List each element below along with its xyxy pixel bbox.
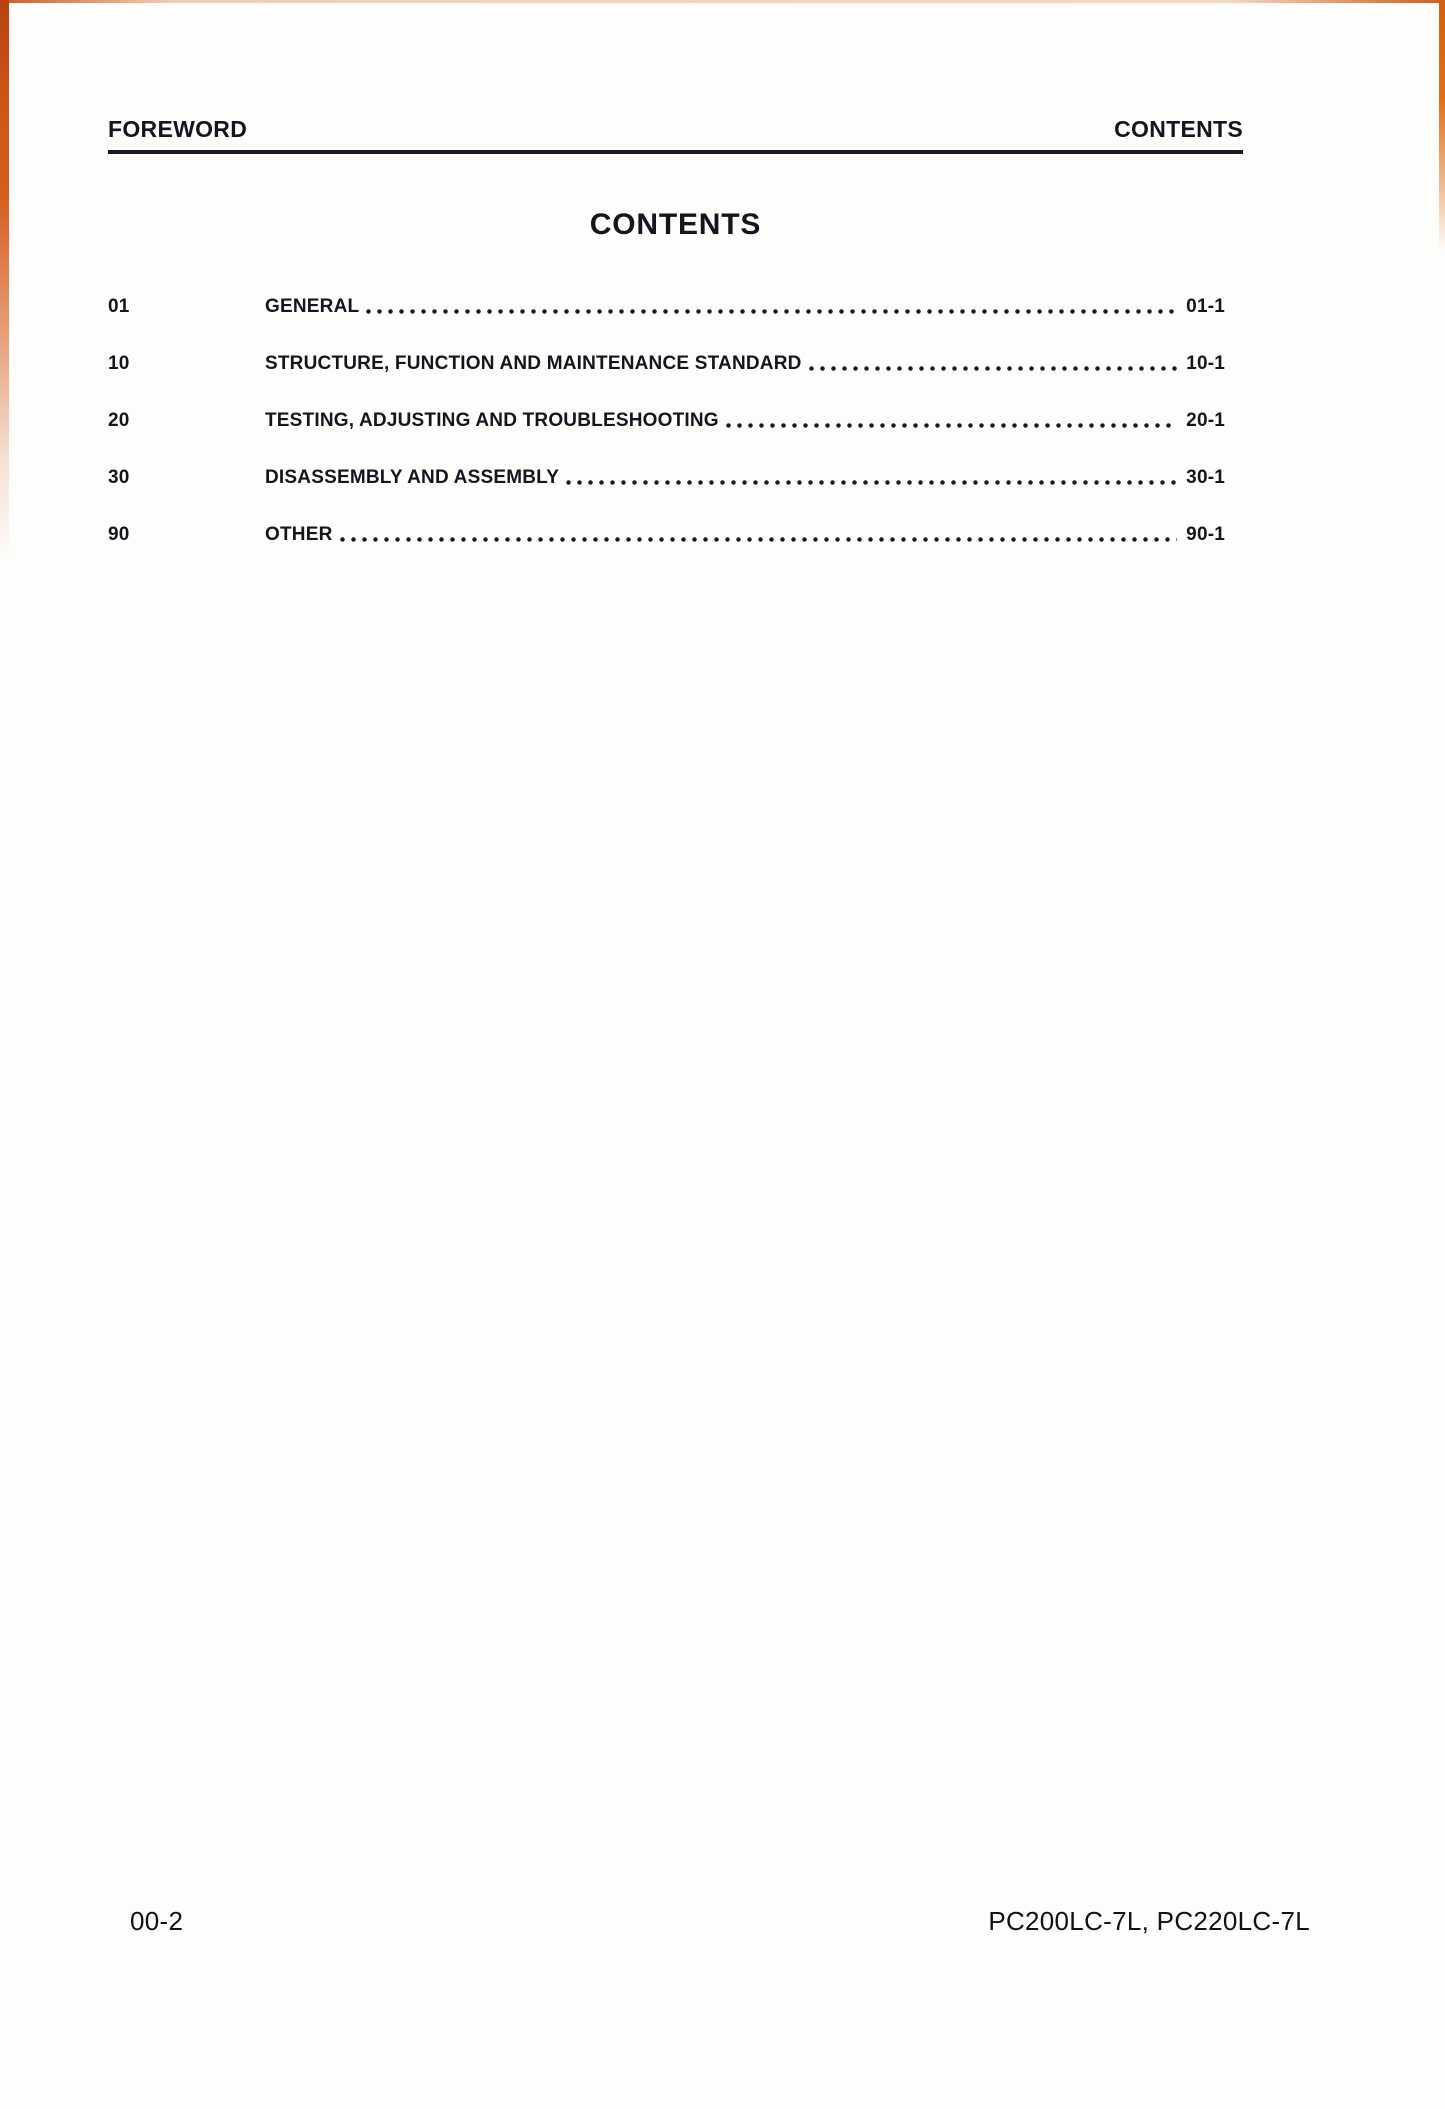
footer-model-numbers: PC200LC-7L, PC220LC-7L [988,1906,1310,1936]
toc-page-number: 20-1 [1186,410,1225,431]
header-chapter-label: CONTENTS [1114,116,1243,142]
dot-leader [726,423,1177,428]
toc-section-number: 90 [108,524,130,545]
dot-leader [809,366,1178,371]
dot-leader [366,309,1177,314]
scan-edge-right [1439,0,1445,250]
toc-entry [108,353,1225,375]
toc-section-number: 30 [108,467,130,488]
toc-page-number: 90-1 [1186,524,1225,545]
toc-page-number: 01-1 [1186,296,1225,317]
toc-page-number: 10-1 [1186,353,1225,374]
dot-leader [340,537,1178,542]
page-title: CONTENTS [589,208,762,241]
toc-entry [108,467,1225,489]
scan-edge-left [0,0,9,560]
toc-entry [108,410,1225,432]
toc-section-number: 20 [108,410,130,431]
footer-page-number: 00-2 [130,1906,184,1936]
toc-list [108,296,1225,581]
running-header [108,116,1243,154]
toc-entry-label: DISASSEMBLY AND ASSEMBLY [265,467,560,488]
scan-edge-top [0,0,1445,3]
toc-section-number: 10 [108,353,130,374]
toc-section-number: 01 [108,296,130,317]
toc-page-number: 30-1 [1186,467,1225,488]
toc-entry [108,296,1225,318]
toc-entry-label: GENERAL [265,296,360,317]
header-section-label: FOREWORD [108,116,248,142]
dot-leader [566,480,1177,485]
toc-entry-label: STRUCTURE, FUNCTION AND MAINTENANCE STANDARD [265,353,802,374]
toc-entry-label: OTHER [265,524,333,545]
toc-entry [108,524,1225,546]
toc-entry-label: TESTING, ADJUSTING AND TROUBLESHOOTING [265,410,719,431]
